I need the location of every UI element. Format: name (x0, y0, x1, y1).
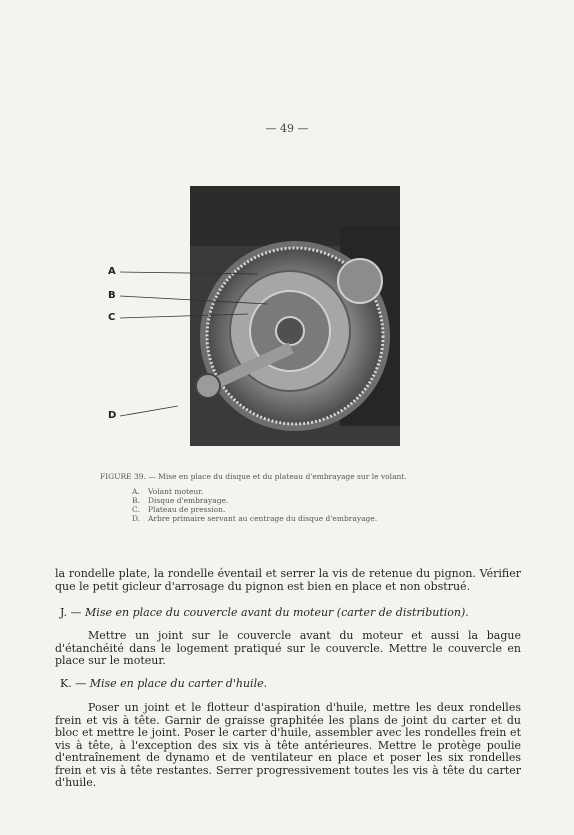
heading-j-title: Mise en place du couvercle avant du moteur (85, 606, 334, 619)
legend-letter: A. (132, 487, 140, 496)
legend-letter: B. (132, 496, 140, 505)
heading-j (60, 606, 469, 619)
callout-b: B (108, 290, 116, 301)
page-number: — 49 — (265, 122, 309, 135)
callout-leaders (108, 186, 408, 458)
figure-39 (108, 186, 408, 458)
legend-text: Volant moteur. (148, 487, 204, 496)
legend-text: Plateau de pression. (148, 505, 226, 514)
heading-k-title: Mise en place du carter d'huile. (89, 677, 268, 690)
figure-caption: FIGURE 39. — Mise en place du disque et du plateau d'embrayage sur le volant. (100, 472, 407, 481)
figure-legend (132, 487, 472, 523)
legend-item (132, 514, 472, 523)
legend-text: Disque d'embrayage. (148, 496, 229, 505)
legend-letter: D. (132, 514, 141, 523)
paragraph-1: la rondelle plate, la rondelle éventail et serrer la vis de retenue du pignon. Vérifier que le petit gicleur d'arrosage du pignon est bien en place et non obstrué. (55, 567, 521, 593)
heading-j-suffix: (carter de distribution). (333, 606, 469, 619)
callout-a: A (108, 266, 116, 277)
legend-item (132, 505, 472, 514)
legend-item (132, 496, 472, 505)
callout-d: D (108, 410, 117, 421)
heading-k-prefix: K. — (60, 677, 90, 690)
heading-j-prefix: J. — (60, 606, 86, 619)
legend-text: Arbre primaire servant au centrage du disque d'embrayage. (148, 514, 378, 523)
paragraph-2: Mettre un joint sur le couvercle avant du moteur et aussi la bague d'étanchéité dans le logement pratiqué sur le couvercle. Mettre le couvercle en place sur le moteur. (55, 629, 521, 667)
callout-c: C (108, 312, 116, 323)
paragraph-3: Poser un joint et le flotteur d'aspiration d'huile, mettre les deux rondelles frein et vis à tête. Garnir de graisse graphitée les plans de joint du carter et du bloc et mettre le joint. Poser le carter d'huile, assembler avec les rondelles frein et vis à tête, à l'exception des six vis à tête antérieures. Mettre le protège poulie d'entraînement de dynamo et de ventilateur en place et poser les six rondelles frein et vis à tête restantes. Serrer progressivement toutes les vis à tête du carter d'huile. (55, 701, 521, 789)
legend-item (132, 487, 472, 496)
heading-k (60, 677, 267, 690)
legend-letter: C. (132, 505, 140, 514)
